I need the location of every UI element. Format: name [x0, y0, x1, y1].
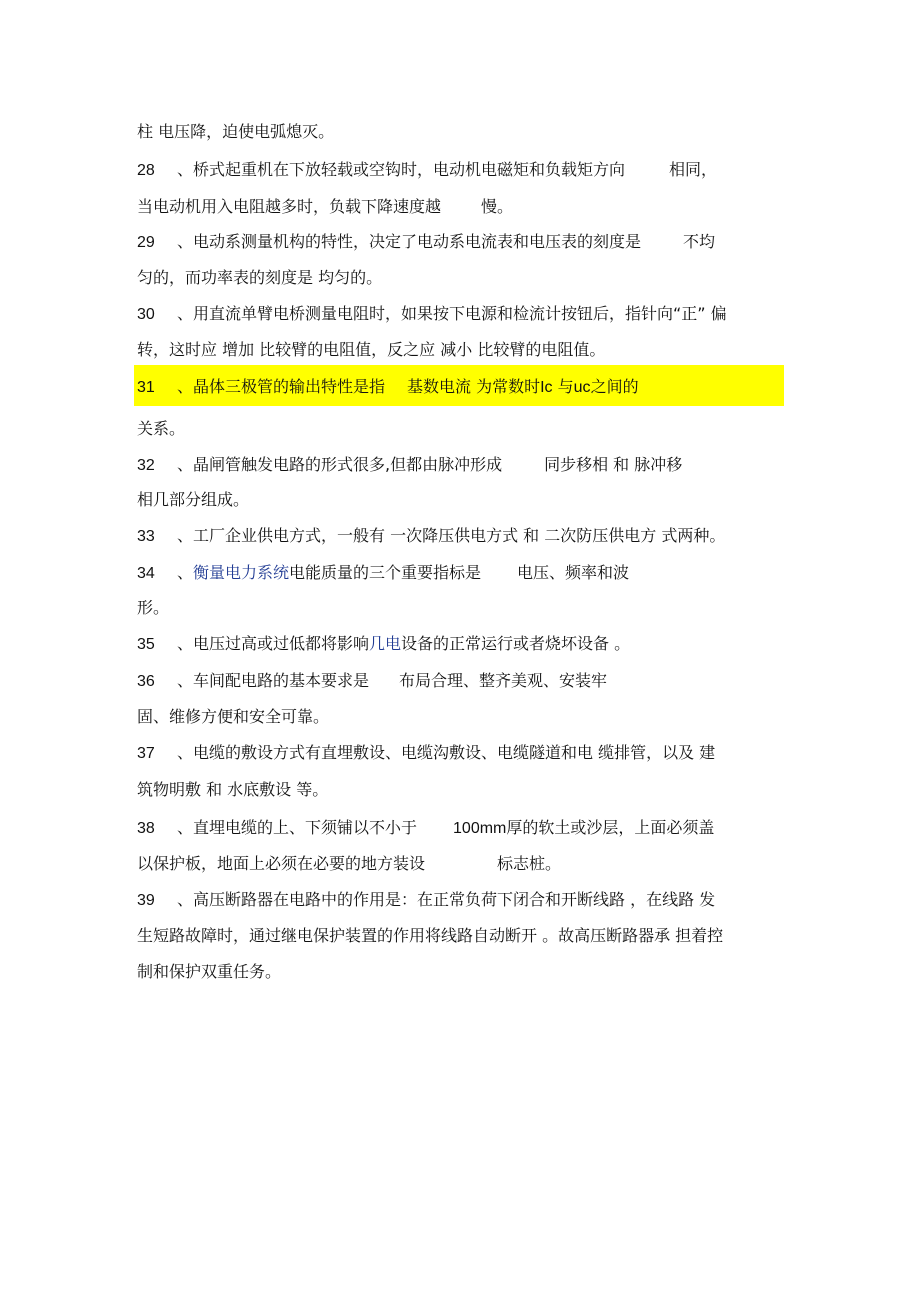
line-text: 、电动系测量机构的特性，决定了电动系电流表和电压表的刻度是 — [177, 232, 642, 251]
item-37 — [137, 739, 787, 767]
latin-term: uc — [573, 379, 591, 396]
answer-text: 慢。 — [481, 197, 514, 216]
item-30-cont — [137, 336, 787, 364]
item-number: 29 — [137, 234, 155, 251]
item-number: 39 — [137, 892, 155, 909]
item-37-cont — [137, 776, 787, 804]
item-36 — [137, 667, 787, 695]
line-27-cont — [137, 118, 787, 146]
item-number: 33 — [137, 528, 155, 545]
item-32 — [137, 451, 787, 479]
line-text: 、直埋电缆的上、下须铺以不小于 — [177, 818, 418, 837]
item-38 — [137, 814, 787, 842]
item-32-cont — [137, 486, 787, 514]
item-35 — [137, 630, 787, 658]
line-text: 以保护板，地面上必须在必要的地方装设 — [137, 854, 426, 873]
line-text: 柱 电压降，迫使电弧熄灭。 — [137, 122, 335, 141]
item-number: 34 — [137, 565, 155, 582]
item-39-cont-1 — [137, 922, 787, 950]
answer-text: 电压、频率和波 — [517, 563, 630, 582]
line-text: 关系。 — [137, 419, 186, 438]
item-28 — [137, 156, 787, 184]
answer-text: 基数电流 为常数时 — [407, 377, 541, 396]
line-text: 制和保护双重任务。 — [137, 962, 282, 981]
hyperlink-text[interactable]: 几电 — [369, 634, 402, 653]
line-text: 之间的 — [590, 377, 639, 396]
item-number: 31 — [137, 379, 155, 396]
item-30 — [137, 300, 787, 328]
line-text: 转，这时应 增加 比较臂的电阻值，反之应 减小 比较臂的电阻值。 — [137, 340, 606, 359]
measure-value: 100mm — [453, 820, 507, 837]
item-34 — [137, 559, 787, 587]
line-text: 与 — [552, 377, 574, 396]
line-text: 厚的软土或沙层，上面必须盖 — [506, 818, 715, 837]
item-38-cont — [137, 850, 787, 878]
line-text: 、晶体三极管的输出特性是指 — [177, 377, 386, 396]
line-text: 设备的正常运行或者烧坏设备 。 — [401, 634, 631, 653]
item-number: 35 — [137, 636, 155, 653]
line-text: 匀的，而功率表的刻度是 均匀的。 — [137, 268, 383, 287]
line-text: 电能质量的三个重要指标是 — [289, 563, 482, 582]
item-34-cont — [137, 594, 787, 622]
line-text: 、晶闸管触发电路的形式很多,但都由脉冲形成 — [177, 455, 503, 474]
line-text: 、 — [177, 563, 194, 582]
item-28-cont — [137, 193, 787, 221]
item-number: 37 — [137, 745, 155, 762]
line-text: 筑物明敷 和 水底敷设 等。 — [137, 780, 329, 799]
answer-text: 布局合理、整齐美观、安装牢 — [399, 671, 608, 690]
item-33 — [137, 522, 787, 550]
item-number: 38 — [137, 820, 155, 837]
line-text: 、桥式起重机在下放轻载或空钩时，电动机电磁矩和负载矩方向 — [177, 160, 626, 179]
line-text: 、车间配电路的基本要求是 — [177, 671, 370, 690]
latin-term: Ic — [540, 379, 553, 396]
item-36-cont — [137, 703, 787, 731]
hyperlink-text[interactable]: 衡量电力系统 — [193, 563, 290, 582]
answer-text: 标志桩。 — [497, 854, 562, 873]
line-text: 固、维修方便和安全可靠。 — [137, 707, 330, 726]
item-31 — [137, 373, 787, 401]
line-text: 、用直流单臂电桥测量电阻时，如果按下电源和检流计按钮后，指针向“正” 偏 — [177, 304, 727, 323]
item-number: 30 — [137, 306, 155, 323]
answer-text: 不均 — [683, 232, 716, 251]
line-text: 生短路故障时，通过继电保护装置的作用将线路自动断开 。故高压断路器承 担着控 — [137, 926, 724, 945]
answer-text: 相同， — [669, 160, 718, 179]
item-number: 32 — [137, 457, 155, 474]
item-29 — [137, 228, 787, 256]
item-number: 36 — [137, 673, 155, 690]
answer-text: 同步移相 和 脉冲移 — [544, 455, 683, 474]
line-text: 、电压过高或过低都将影响 — [177, 634, 370, 653]
item-31-cont — [137, 415, 787, 443]
line-text: 相几部分组成。 — [137, 490, 250, 509]
item-39 — [137, 886, 787, 914]
line-text: 形。 — [137, 598, 170, 617]
item-29-cont — [137, 264, 787, 292]
line-text: 、电缆的敷设方式有直埋敷设、电缆沟敷设、电缆隧道和电 缆排管，以及 建 — [177, 743, 716, 762]
item-39-cont-2 — [137, 958, 787, 986]
line-text: 当电动机用入电阻越多时，负载下降速度越 — [137, 197, 442, 216]
line-text: 、工厂企业供电方式，一般有 一次降压供电方式 和 二次防压供电方 式两种。 — [177, 526, 726, 545]
line-text: 、高压断路器在电路中的作用是：在正常负荷下闭合和开断线路 ，在线路 发 — [177, 890, 716, 909]
item-number: 28 — [137, 162, 155, 179]
